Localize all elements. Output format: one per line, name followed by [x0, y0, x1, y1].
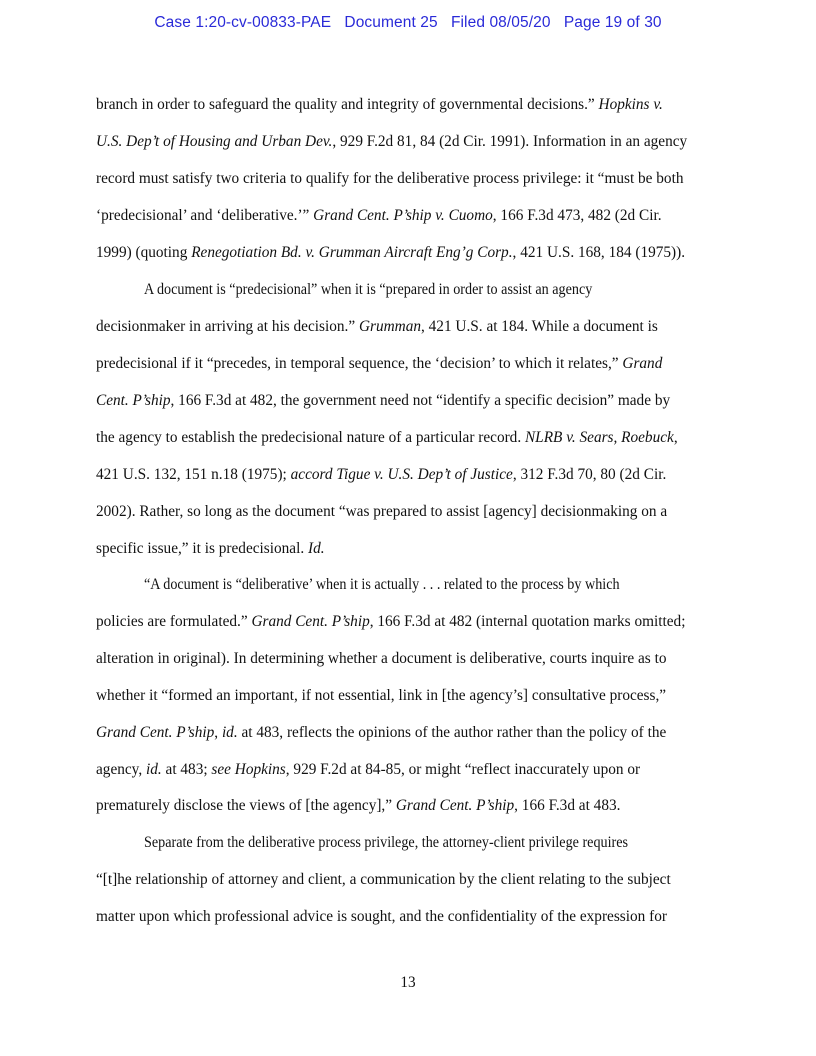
citation-text: Renegotiation Bd. v. Grumman Aircraft Eng’g Corp.	[191, 244, 513, 261]
line-text: , 421 U.S. at 184. While a document is	[421, 318, 658, 335]
citation-text: Grand Cent. P’ship	[96, 724, 215, 741]
line-text: , 929 F.2d 81, 84 (2d Cir. 1991). Information in an agency	[332, 133, 688, 150]
text-line	[96, 501, 736, 523]
page-indicator: Page 19 of 30	[563, 14, 662, 31]
text-line	[144, 574, 736, 596]
line-text: , 166 F.3d at 483.	[514, 797, 621, 814]
line-text: prematurely disclose the views of [the agency],”	[96, 797, 396, 814]
line-text: predecisional if it “precedes, in temporal sequence, the ‘decision’ to which it relates,”	[96, 355, 623, 372]
line-text: at 483, reflects the opinions of the author rather than the policy of the	[237, 724, 667, 741]
text-line	[96, 427, 736, 449]
text-line	[144, 832, 736, 854]
line-text: ,	[214, 724, 222, 741]
citation-text: U.S. Dep’t of Housing and Urban Dev.	[96, 133, 333, 150]
citation-text: Id.	[307, 540, 325, 557]
text-line	[144, 279, 736, 301]
line-text: record must satisfy two criteria to qualify for the deliberative process privilege: it “must be both	[96, 170, 684, 187]
citation-text: id.	[221, 724, 238, 741]
line-text: decisionmaker in arriving at his decision.”	[96, 318, 359, 335]
text-line	[96, 906, 736, 928]
citation-text: Cent. P’ship	[96, 392, 171, 409]
case-header	[0, 14, 816, 32]
case-number: Case 1:20-cv-00833-PAE	[154, 14, 332, 31]
text-line	[96, 353, 736, 375]
text-line	[96, 316, 736, 338]
line-text: policies are formulated.”	[96, 613, 252, 630]
text-line	[96, 538, 736, 560]
line-text: , 166 F.3d at 482 (internal quotation marks omitted;	[369, 613, 686, 630]
line-text: 1999) (quoting	[96, 244, 192, 261]
line-text: Separate from the deliberative process privilege, the attorney-client privilege requires	[144, 834, 629, 851]
line-text: whether it “formed an important, if not essential, link in [the agency’s] consultative process,”	[96, 687, 667, 704]
line-text: agency,	[96, 761, 146, 778]
line-text: 421 U.S. 132, 151 n.18 (1975);	[96, 466, 291, 483]
citation-text: Hopkins v.	[598, 96, 663, 113]
filed-date: Filed 08/05/20	[450, 14, 551, 31]
text-line	[96, 390, 736, 412]
line-text: at 483;	[161, 761, 212, 778]
text-line	[96, 722, 736, 744]
line-text: “[t]he relationship of attorney and client, a communication by the client relating to the subject	[96, 871, 671, 888]
line-text: , 312 F.3d 70, 80 (2d Cir.	[512, 466, 667, 483]
citation-text: id.	[145, 761, 162, 778]
text-line	[96, 94, 736, 116]
citation-text: Grand Cent. P’ship v. Cuomo	[313, 207, 493, 224]
text-line	[96, 648, 736, 670]
citation-text: Grumman	[358, 318, 421, 335]
line-text: , 166 F.3d at 482, the government need not “identify a specific decision” made by	[170, 392, 671, 409]
text-line	[96, 795, 736, 817]
citation-text: Grand Cent. P’ship	[395, 797, 515, 814]
citation-text: NLRB v. Sears, Roebuck	[524, 429, 674, 446]
line-text: specific issue,” it is predecisional.	[96, 540, 308, 557]
line-text: , 929 F.2d at 84-85, or might “reflect inaccurately upon or	[285, 761, 641, 778]
line-text: A document is “predecisional” when it is “prepared in order to assist an agency	[144, 281, 593, 298]
page-number: 13	[400, 974, 416, 991]
text-line	[96, 168, 736, 190]
text-line	[96, 685, 736, 707]
citation-text: accord Tigue v. U.S. Dep’t of Justice	[290, 466, 513, 483]
line-text: , 166 F.3d 473, 482 (2d Cir.	[492, 207, 662, 224]
text-line	[96, 869, 736, 891]
line-text: the agency to establish the predecisional nature of a particular record.	[96, 429, 525, 446]
text-line	[96, 205, 736, 227]
text-line	[96, 611, 736, 633]
text-line	[96, 759, 736, 781]
line-text: matter upon which professional advice is sought, and the confidentiality of the expression for	[96, 908, 667, 925]
line-text: alteration in original). In determining whether a document is deliberative, courts inquire as to	[96, 650, 667, 667]
text-line	[96, 464, 736, 486]
line-text: 2002). Rather, so long as the document “was prepared to assist [agency] decisionmaking on a	[96, 503, 668, 520]
line-text: “A document is “deliberative’ when it is actually . . . related to the process by which	[144, 576, 620, 593]
line-text: branch in order to safeguard the quality and integrity of governmental decisions.”	[96, 96, 599, 113]
document-number: Document 25	[344, 14, 438, 31]
line-text: ,	[673, 429, 678, 446]
text-line	[96, 242, 736, 264]
citation-text: Grand Cent. P’ship	[251, 613, 370, 630]
citation-text: Grand	[622, 355, 663, 372]
line-text: , 421 U.S. 168, 184 (1975)).	[512, 244, 686, 261]
line-text: ‘predecisional’ and ‘deliberative.’”	[96, 207, 314, 224]
citation-text: see Hopkins	[211, 761, 286, 778]
text-line	[96, 131, 736, 153]
